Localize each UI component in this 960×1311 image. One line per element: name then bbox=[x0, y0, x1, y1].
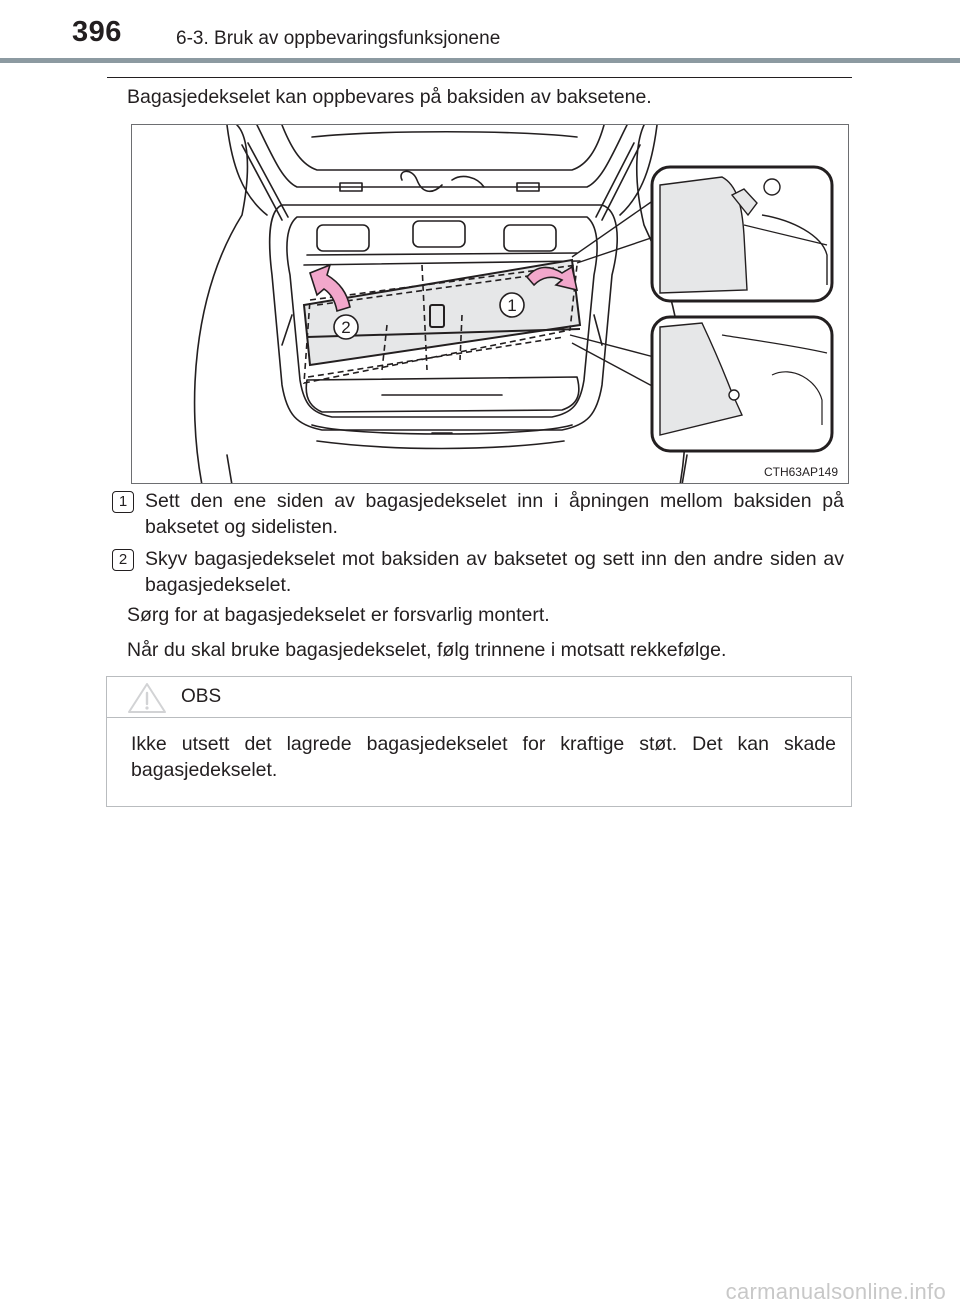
luggage-cover-illustration bbox=[131, 124, 849, 484]
header-rule bbox=[0, 58, 960, 63]
caution-body: Ikke utsett det lagrede bagasjedekselet for kraftige støt. Det kan skade bagasjedekselet. bbox=[131, 733, 836, 781]
step-1-text: Sett den ene siden av bagasjedekselet inn i åpningen mellom baksiden på baksetet og sidelisten. bbox=[145, 490, 844, 538]
step-2-number: 2 bbox=[112, 549, 134, 571]
step-1 bbox=[112, 488, 844, 540]
content-top-rule bbox=[107, 77, 852, 78]
warning-triangle-icon bbox=[127, 682, 167, 714]
caution-header bbox=[107, 677, 851, 718]
figure-code: CTH63AP149 bbox=[763, 465, 838, 479]
step-2 bbox=[112, 546, 844, 598]
note-reverse-order: Når du skal bruke bagasjedekselet, følg trinnene i motsatt rekkefølge. bbox=[127, 639, 727, 661]
section-title: 6-3. Bruk av oppbevaringsfunksjonene bbox=[176, 28, 501, 49]
note-secure: Sørg for at bagasjedekselet er forsvarlig montert. bbox=[127, 604, 550, 626]
intro-text: Bagasjedekselet kan oppbevares på baksiden av baksetene. bbox=[127, 86, 652, 108]
step-1-number: 1 bbox=[112, 491, 134, 513]
step-2-text: Skyv bagasjedekselet mot baksiden av baksetet og sett inn den andre siden av bagasjedekselet. bbox=[145, 548, 844, 596]
watermark: carmanualsonline.info bbox=[725, 1279, 946, 1304]
page-number: 396 bbox=[72, 16, 122, 48]
callout-2-label: 2 bbox=[341, 318, 351, 337]
callout-1-label: 1 bbox=[507, 296, 517, 315]
caution-title: OBS bbox=[181, 686, 222, 707]
caution-box bbox=[106, 676, 852, 807]
car-trunk-drawing bbox=[132, 125, 849, 484]
